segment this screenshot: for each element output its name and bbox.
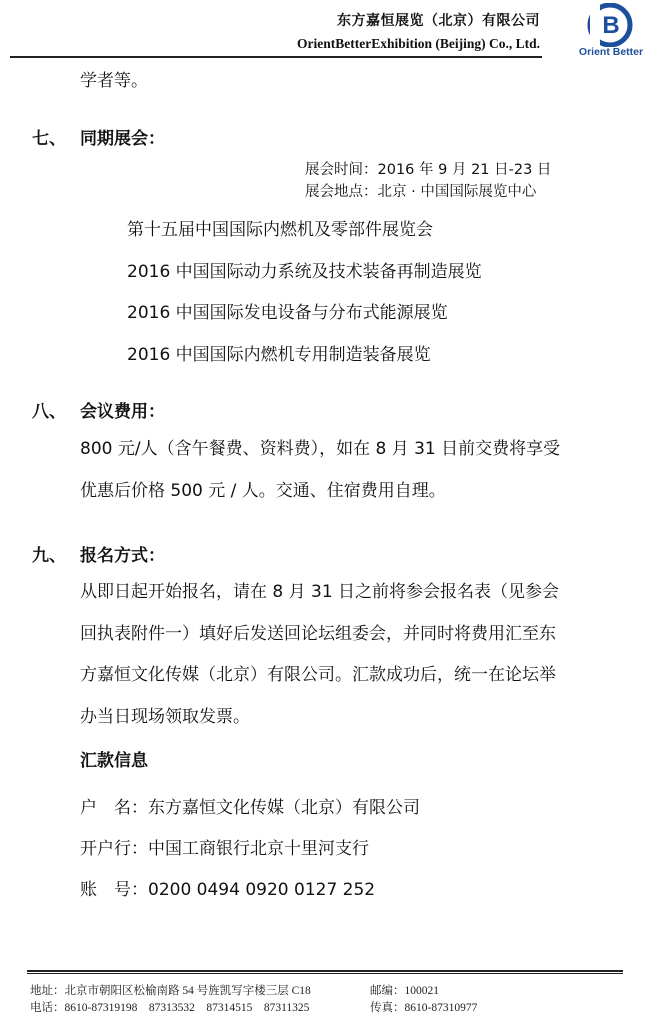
expo-time: 展会时间：2016 年 9 月 21 日-23 日 (305, 162, 552, 178)
expo-place: 展会地点：北京 · 中国国际展览中心 (305, 184, 537, 200)
logo-letter: B (602, 12, 620, 39)
section-8-title: 会议费用： (80, 402, 165, 422)
section-9-title: 报名方式： (80, 546, 165, 566)
section-9-number: 九、 (32, 546, 66, 566)
remittance-title: 汇款信息 (80, 751, 148, 771)
fee-line: 800 元/人（含午餐费、资料费），如在 8 月 31 日前交费将享受 (80, 439, 561, 459)
account-number: 账 号：0200 0494 0920 0127 252 (80, 880, 376, 900)
expo-item: 2016 中国国际发电设备与分布式能源展览 (127, 303, 448, 323)
company-name-en: OrientBetterExhibition (Beijing) Co., Ltd. (297, 36, 540, 51)
footer-address: 地址：北京市朝阳区松榆南路 54 号旌凯写字楼三层 C18 (30, 985, 311, 997)
section-7-number: 七、 (32, 129, 66, 149)
expo-item: 2016 中国国际内燃机专用制造装备展览 (127, 345, 431, 365)
section-7-title: 同期展会： (80, 129, 165, 149)
registration-line: 方嘉恒文化传媒（北京）有限公司。汇款成功后，统一在论坛举 (80, 665, 556, 685)
logo-wordmark: Orient Better (578, 46, 644, 58)
company-logo (574, 3, 646, 61)
account-name: 户 名：东方嘉恒文化传媒（北京）有限公司 (80, 798, 420, 818)
company-name-cn: 东方嘉恒展览（北京）有限公司 (337, 14, 540, 29)
registration-line: 从即日起开始报名，请在 8 月 31 日之前将参会报名表（见参会 (80, 582, 560, 602)
footer-divider (27, 970, 623, 972)
registration-line: 办当日现场领取发票。 (80, 707, 250, 727)
registration-line: 回执表附件一）填好后发送回论坛组委会，并同时将费用汇至东 (80, 624, 556, 644)
fee-line: 优惠后价格 500 元 / 人。交通、住宿费用自理。 (80, 481, 446, 501)
footer-postcode: 邮编：100021 (370, 985, 439, 997)
footer-fax: 传真：8610-87310977 (370, 1002, 478, 1014)
expo-item: 第十五届中国国际内燃机及零部件展览会 (127, 220, 433, 240)
footer-divider-thin (27, 973, 623, 974)
section-8-number: 八、 (32, 402, 66, 422)
bank-name: 开户行：中国工商银行北京十里河支行 (80, 839, 369, 859)
continuation-text: 学者等。 (80, 71, 148, 91)
header-divider (10, 56, 542, 58)
footer-phone: 电话：8610-87319198 87313532 87314515 87311325 (30, 1002, 310, 1014)
logo-icon (574, 3, 646, 47)
expo-item: 2016 中国国际动力系统及技术装备再制造展览 (127, 262, 482, 282)
